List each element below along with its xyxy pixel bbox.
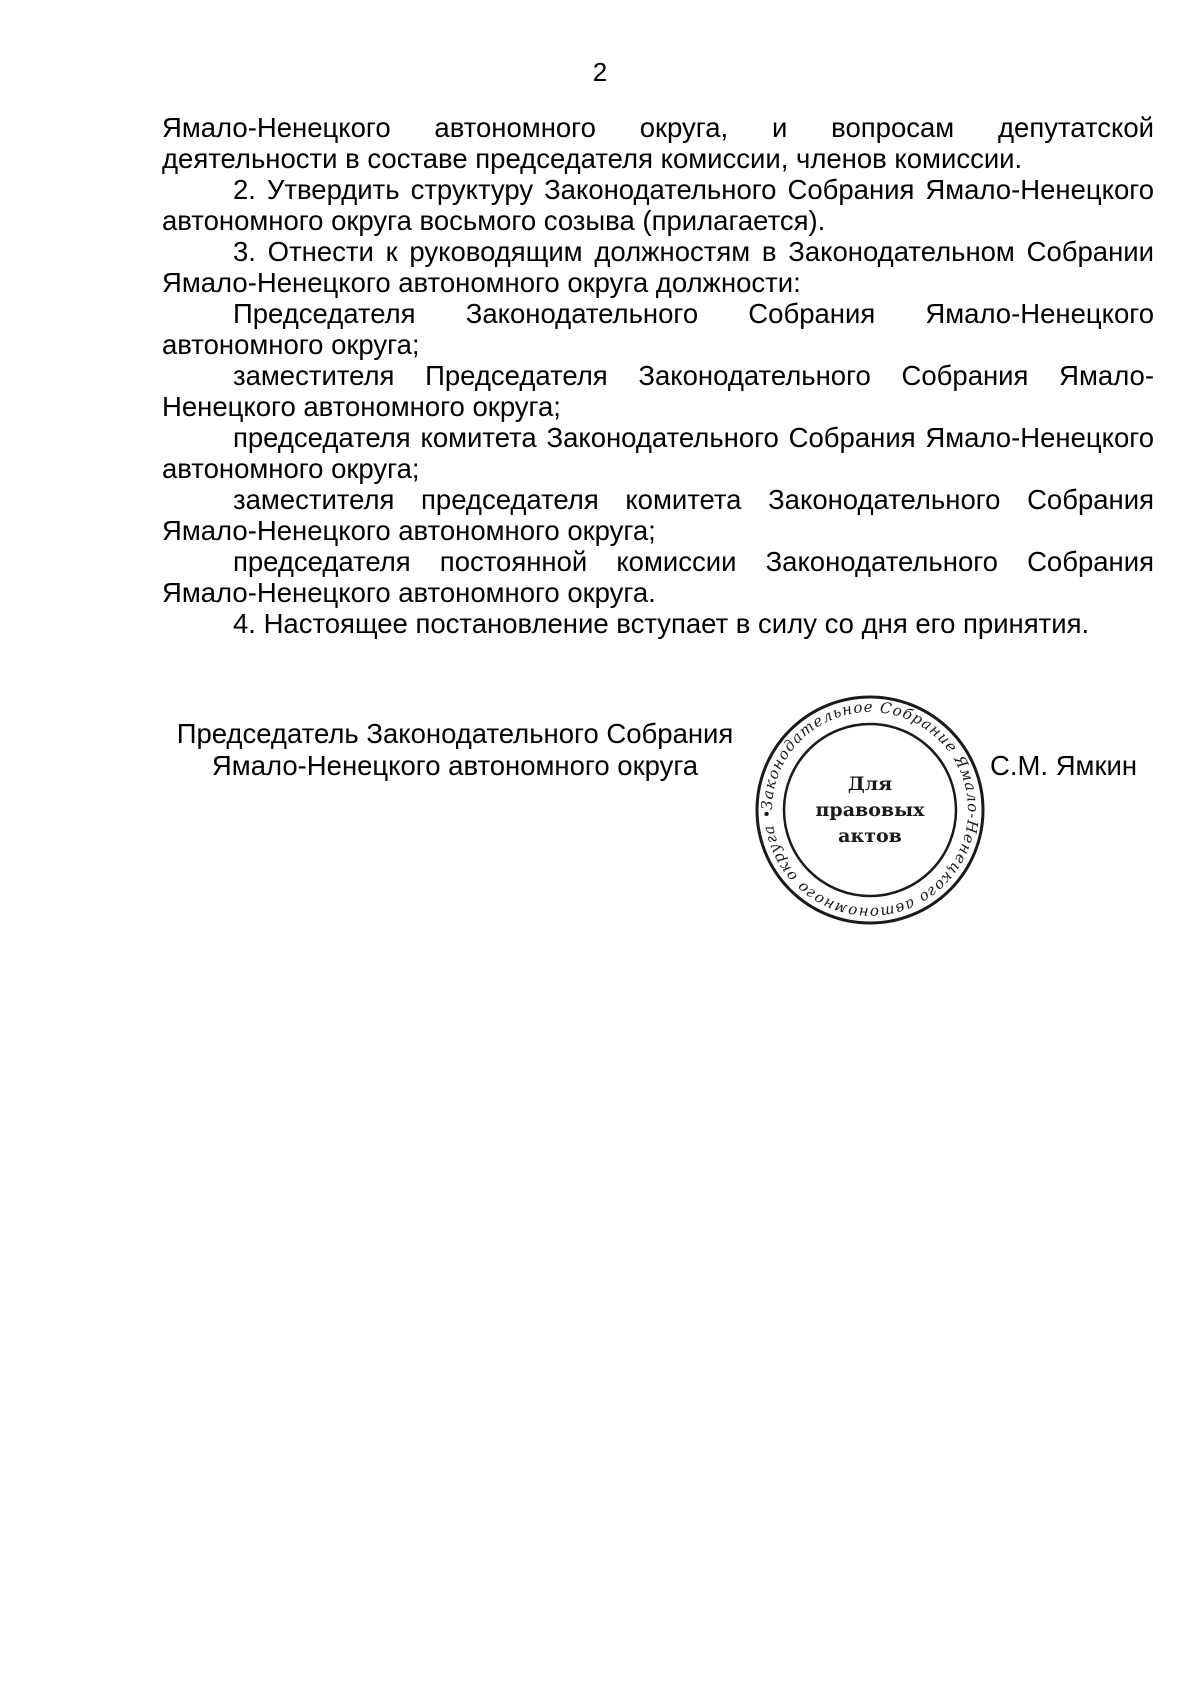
page-number: 2 — [592, 57, 608, 87]
paragraph-item-2: 2. Утвердить структуру Законодательного Собрания Ямало-Ненецкого автономного округа восьмого созыва (прилагается). — [162, 174, 1154, 236]
document-body — [162, 112, 1154, 639]
seal-ring-text: Законодательное Собрание Ямало-Ненецкого автономного округа • — [757, 697, 983, 923]
position-committee-deputy-chairman: заместителя председателя комитета Законодательного Собрания Ямало-Ненецкого автономного округа; — [162, 484, 1154, 546]
seal-center-line-1: Для — [847, 773, 893, 795]
seal-center-line-3: актов — [838, 825, 902, 847]
signature-title-line-2: Ямало-Ненецкого автономного округа — [211, 750, 699, 781]
paragraph-continuation: Ямало-Ненецкого автономного округа, и вопросам депутатской деятельности в составе председателя комиссии, членов комиссии. — [162, 112, 1154, 174]
position-deputy-chairman: заместителя Председателя Законодательного Собрания Ямало-Ненецкого автономного округа; — [162, 360, 1154, 422]
signature-title-line-1: Председатель Законодательного Собрания — [176, 718, 734, 749]
position-chairman: Председателя Законодательного Собрания Ямало-Ненецкого автономного округа; — [162, 298, 1154, 360]
position-committee-chairman: председателя комитета Законодательного Собрания Ямало-Ненецкого автономного округа; — [162, 422, 1154, 484]
paragraph-item-3: 3. Отнести к руководящим должностям в Законодательном Собрании Ямало-Ненецкого автономного округа должности: — [162, 236, 1154, 298]
paragraph-item-4: 4. Настоящее постановление вступает в силу со дня его принятия. — [233, 608, 1090, 639]
position-commission-chairman: председателя постоянной комиссии Законодательного Собрания Ямало-Ненецкого автономного округа. — [162, 546, 1154, 608]
signature-title — [150, 718, 760, 782]
signer-name: С.М. Ямкин — [990, 750, 1138, 781]
official-seal — [750, 690, 990, 930]
seal-center-line-2: правовых — [815, 799, 925, 821]
